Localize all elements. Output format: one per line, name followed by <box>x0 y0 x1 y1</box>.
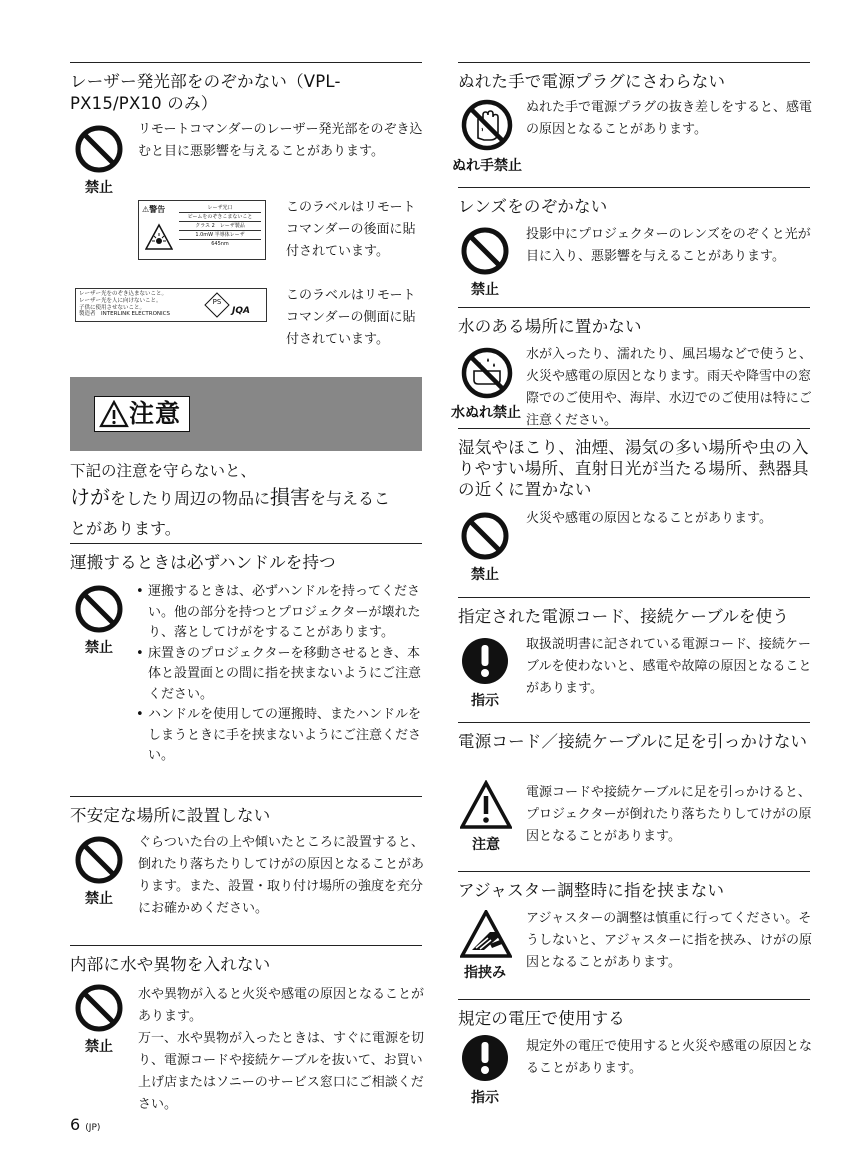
rear-label-text: このラベルはリモートコマンダーの後面に貼付されています。 <box>286 200 416 259</box>
label1-lines: レーザ光口 ビームをのぞきこまないこと クラス 2 レーザ製品 1.0mW 半導体レーザ 645nm <box>179 204 261 248</box>
cord-text: 取扱説明書に記されている電源コード、接続ケーブルを使わないと、感電や故障の原因となることがあります。 <box>526 637 812 696</box>
ps-text: PS <box>212 298 222 306</box>
page-number: 6 (JP) <box>70 1115 101 1134</box>
section-heading: アジャスター調整時に指を挟まない <box>458 881 725 900</box>
water-inside-text1: 水や異物が入ると火災や感電の原因となることがあります。 <box>138 987 425 1024</box>
label2-lines: レーザー光をのぞき込まないこと。 レーザー光を人に向けないこと。 子供に使用させないこと。 製造者 INTERLINK ELECTRONICS <box>79 291 170 318</box>
prohibition-icon <box>74 124 124 174</box>
section-heading: 湿気やほこり、油煙、湯気の多い場所や虫の入りやすい場所、直射日光が当たる場所、熱器具の近くに置かない <box>458 438 809 499</box>
icon-label: 禁止 <box>85 180 113 196</box>
section-heading: レンズをのぞかない <box>458 197 608 216</box>
caution-intro-line3: とがあります。 <box>70 519 181 538</box>
caution-label: 注意 <box>129 399 182 428</box>
section-laser <box>70 62 422 115</box>
section-heading: 規定の電圧で使用する <box>458 1009 625 1028</box>
rear-laser-label-image <box>138 200 266 260</box>
prohibition-icon <box>74 983 124 1033</box>
water-inside-text2: 万一、水や異物が入ったときは、すぐに電源を切り、電源コードや接続ケーブルを抜いて、お買い上げ店またはソニーのサービス窓口にご相談ください。 <box>138 1031 425 1112</box>
carry-bullets <box>136 582 424 767</box>
prohibition-icon <box>460 511 510 561</box>
section-heading: 不安定な場所に設置しない <box>70 806 271 825</box>
side-laser-label-image <box>75 288 267 322</box>
section-voltage <box>458 999 810 1030</box>
icon-label: 水ぬれ禁止 <box>451 405 521 421</box>
laser-hazard-icon <box>145 223 173 251</box>
caution-intro-line2: けがをしたり周辺の物品に損害を与えるこ <box>70 485 391 509</box>
prohibition-icon <box>460 226 510 276</box>
section-heading: ぬれた手で電源プラグにさわらない <box>458 72 726 91</box>
bullet-item: • 運搬するときは、必ずハンドルを持ってください。他の部分を持つとプロジェクターが壊れたり、落としてけがをすることがあります。 <box>136 582 424 644</box>
prohibition-icon <box>74 835 124 885</box>
bullet-item: • 床置きのプロジェクターを移動させるとき、本体と設置面との間に指を挟まないようにご注意ください。 <box>136 644 424 706</box>
icon-label: 禁止 <box>471 567 499 583</box>
section-heading: 運搬するときは必ずハンドルを持つ <box>70 553 336 572</box>
icon-label: 禁止 <box>85 640 113 656</box>
caution-intro <box>70 460 426 544</box>
water-prohibition-icon <box>460 346 514 400</box>
section-carry <box>70 543 422 574</box>
finger-pinch-icon <box>460 910 512 958</box>
mandatory-instruction-icon <box>460 636 510 686</box>
wet-hand-prohibition-icon <box>460 98 514 152</box>
side-label-text: このラベルはリモートコマンダーの側面に貼付されています。 <box>286 288 416 347</box>
section-adjuster <box>458 871 810 902</box>
section-lens <box>458 187 810 218</box>
label-warning-title: ⚠警告 <box>142 205 166 214</box>
section-water-place <box>458 307 810 338</box>
icon-label: 指挟み <box>464 965 506 981</box>
section-heading: レーザー発光部をのぞかない（VPL-PX15/PX10 のみ） <box>70 72 341 113</box>
icon-label: ぬれ手禁止 <box>452 158 522 174</box>
wet-hands-text: ぬれた手で電源プラグの抜き差しをすると、感電の原因となることがあります。 <box>526 100 813 137</box>
section-trip <box>458 722 810 752</box>
caution-tag <box>94 396 190 432</box>
icon-label: 禁止 <box>471 282 499 298</box>
section-unstable <box>70 796 422 827</box>
icon-label: 禁止 <box>85 1039 113 1055</box>
caution-intro-line1: 下記の注意を守らないと、 <box>70 462 257 480</box>
adjuster-text: アジャスターの調整は慎重に行ってください。そうしないと、アジャスターに指を挟み、けがの原因となることがあります。 <box>526 911 813 970</box>
prohibition-icon <box>74 584 124 634</box>
icon-label: 禁止 <box>85 891 113 907</box>
bullet-item: • ハンドルを使用しての運搬時、またハンドルをしまうときに手を挟まないようにご注意ください。 <box>136 705 424 767</box>
laser-text: リモートコマンダーのレーザー発光部をのぞき込むと目に悪影響を与えることがあります。 <box>138 122 423 159</box>
section-water-inside <box>70 945 422 976</box>
humidity-text: 火災や感電の原因となることがあります。 <box>526 511 772 526</box>
caution-triangle-icon <box>460 780 512 830</box>
icon-label: 指示 <box>471 693 499 709</box>
section-heading: 内部に水や異物を入れない <box>70 955 271 974</box>
warning-triangle-icon <box>99 400 129 428</box>
lens-text: 投影中にプロジェクターのレンズをのぞくと光が目に入り、悪影響を与えることがあります。 <box>526 227 811 264</box>
section-heading: 水のある場所に置かない <box>458 317 642 336</box>
caution-banner <box>70 377 422 451</box>
icon-label: 指示 <box>471 1090 499 1106</box>
water-inside-text <box>138 984 424 1116</box>
water-place-text: 水が入ったり、濡れたり、風呂場などで使うと、火災や感電の原因となります。雨天や降雪中の窓際でのご使用や、海岸、水辺でのご使用は特にご注意ください。 <box>526 347 813 428</box>
mandatory-instruction-icon <box>460 1033 510 1083</box>
section-heading: 指定された電源コード、接続ケーブルを使う <box>458 607 790 626</box>
icon-label: 注意 <box>472 837 500 853</box>
section-cord <box>458 597 810 628</box>
voltage-text: 規定外の電圧で使用すると火災や感電の原因となることがあります。 <box>526 1039 813 1076</box>
trip-text: 電源コードや接続ケーブルに足を引っかけると、プロジェクターが倒れたり落ちたりしてけがの原因となることがあります。 <box>526 785 812 844</box>
section-wet-hands <box>458 62 810 93</box>
section-humidity <box>458 428 810 500</box>
section-heading: 電源コード／接続ケーブルに足を引っかけない <box>458 732 808 751</box>
unstable-text: ぐらついた台の上や傾いたところに設置すると、倒れたり落ちたりしてけがの原因となることがあります。また、設置・取り付け場所の強度を充分にお確かめください。 <box>138 835 425 916</box>
jqa-mark: JQA <box>232 306 250 316</box>
